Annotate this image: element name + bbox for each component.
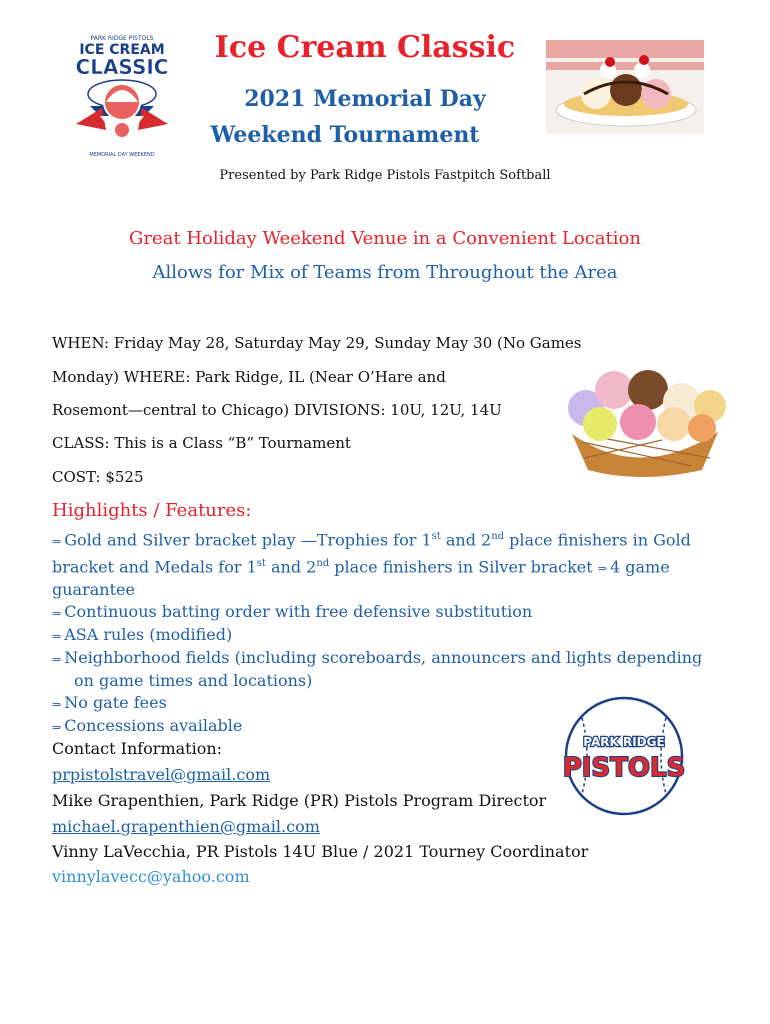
arrow-icon: ⇒ <box>597 561 607 575</box>
feature-item: ⇒ No gate fees <box>52 692 167 712</box>
park-ridge-pistols-logo <box>552 694 696 818</box>
svg-text:MEMORIAL DAY WEEKEND: MEMORIAL DAY WEEKEND <box>89 152 155 158</box>
highlights-heading: Highlights / Features: <box>52 500 252 521</box>
banana-split-photo <box>546 40 704 134</box>
page-title: Ice Cream Classic <box>214 30 516 65</box>
tagline-venue: Great Holiday Weekend Venue in a Convenient Location <box>129 228 641 249</box>
feature-item: guarantee <box>52 580 135 600</box>
feature-item: ⇒ Neighborhood fields (including scoreboards, announcers and lights depending <box>52 648 703 668</box>
arrow-icon: ⇒ <box>52 629 62 643</box>
arrow-icon: ⇒ <box>52 606 62 620</box>
subtitle-line1: 2021 Memorial Day <box>244 86 486 112</box>
contact-director: Mike Grapenthien, Park Ridge (PR) Pistols Program Director <box>52 791 547 810</box>
logo-top-text: PARK RIDGE PISTOLS <box>90 35 154 42</box>
feature-item: ⇒ Gold and Silver bracket play —Trophies for 1st and 2nd place finishers in Gold <box>52 530 691 550</box>
arrow-icon: ⇒ <box>52 653 62 667</box>
arrow-icon: ⇒ <box>52 535 62 549</box>
logo-line2: CLASSIC <box>75 55 169 79</box>
tagline-teams: Allows for Mix of Teams from Throughout the Area <box>152 262 618 283</box>
feature-item: ⇒ Continuous batting order with free defensive substitution <box>52 601 533 621</box>
info-where: Monday) WHERE: Park Ridge, IL (Near O’Hare and <box>52 368 446 386</box>
pistols-logo-line1: PARK RIDGE <box>583 735 665 749</box>
info-divisions: Rosemont—central to Chicago) DIVISIONS: 10U, 12U, 14U <box>52 401 502 419</box>
info-cost: COST: $525 <box>52 468 144 486</box>
email-link-director[interactable]: michael.grapenthien@gmail.com <box>52 817 320 836</box>
info-class: CLASS: This is a Class “B” Tournament <box>52 434 351 452</box>
feature-item: ⇒ Concessions available <box>52 716 243 736</box>
info-when: WHEN: Friday May 28, Saturday May 29, Sunday May 30 (No Games <box>52 334 582 352</box>
presented-by: Presented by Park Ridge Pistols Fastpitch Softball <box>219 168 551 183</box>
email-coordinator[interactable]: vinnylavecc@yahoo.com <box>52 867 250 886</box>
contact-coordinator: Vinny LaVecchia, PR Pistols 14U Blue / 2021 Tourney Coordinator <box>52 842 589 861</box>
arrow-icon: ⇒ <box>52 697 62 711</box>
feature-item: ⇒ ASA rules (modified) <box>52 624 233 644</box>
feature-item: on game times and locations) <box>74 671 313 691</box>
logo-line1: ICE CREAM <box>79 42 165 58</box>
email-link-travel[interactable]: prpistolstravel@gmail.com <box>52 765 271 784</box>
pistols-logo-line2: PISTOLS <box>562 753 686 783</box>
arrow-icon: ⇒ <box>52 721 62 735</box>
ice-cream-cone-photo <box>542 362 738 478</box>
subtitle-line2: Weekend Tournament <box>210 122 480 148</box>
feature-item: bracket and Medals for 1st and 2nd place finishers in Silver bracket ⇒ 4 game <box>52 556 670 576</box>
contact-heading: Contact Information: <box>52 739 223 758</box>
